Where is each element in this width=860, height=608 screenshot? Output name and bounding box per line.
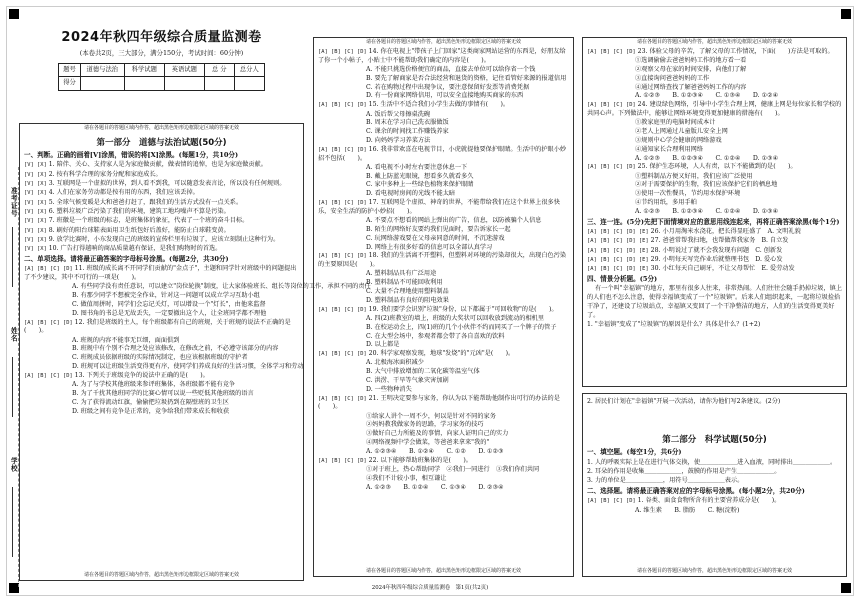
registration-mark-top-left xyxy=(9,9,19,19)
choice-option: ③规则中心学会健康的网络游戏 xyxy=(635,136,722,144)
score-header-cell: 题号 xyxy=(59,63,81,77)
choice-option: C. 在大型会场中，参观者都会带了各自喜欢的饮料 xyxy=(366,332,505,340)
choice-option: C. 若在购物过程中出现争议，要注意保留好发票等消费凭据 xyxy=(366,83,530,91)
score-cell[interactable] xyxy=(234,77,264,91)
ticket-label: 准考证号 xyxy=(9,187,18,218)
choice-option: A. ①②③ B. ①②③④ C. ①②④ D. ①③④ xyxy=(635,207,779,215)
choice-option: ④通知家长合理利用网络 xyxy=(635,145,704,153)
choice-option: C. 为了获得流动红旗，偷偷把垃圾扔到在隔壁班的卫生区 xyxy=(72,398,229,406)
choice-question[interactable]: [A] [B] [C] [D] 14. 你在电视上"带孩子上门回家"这类商家网站运营的东西是，好朋友给了你一个小帖子，小贴士中不能帮助我们确定的内容是( )。 xyxy=(318,48,566,64)
choice-option: A. 班规的内容不能事无巨细，面面俱到 xyxy=(72,336,180,344)
choice-option: ①给家人讲个一周不少，何以是针对不同的家务 xyxy=(366,412,496,420)
frame-note-top: 请在各题目的答题区域内作答，超出黑色矩形边框限定区域的答案无效 xyxy=(365,39,521,45)
analysis-passage: 有一个叫"幸福镇"的地方，那里有很多人往来，非常热闹。人们往往会随手扔掉垃圾，镇上的人们也不怎么注意，使得幸福镇变成了一个"垃圾镇"。后来人们组织起来，一起将垃圾捡拾干净了，还建设了垃圾站点，幸福镇又变回了一个干净整洁的地方，人们的生活变得更美好了。 xyxy=(587,285,843,319)
choice-option: A. 四(2)班教室的墙上，班级的大奖状可以回收放到流动的相机里 xyxy=(366,314,545,322)
choice-option: D. 班规可以让班级生活变得更有序，使同学们养成良好的生活习惯，全体学习和劳动 xyxy=(72,363,304,371)
match-row[interactable]: [A] [B] [C] [D] [E] 26. 小月用淘米水浇花，把长得显旺盛了 A. 文明礼貌 xyxy=(587,228,801,235)
judge-question[interactable]: [V] [X] 8. 刷好的阳台球鞋表面用卫生纸包好后盖好，能防止白球鞋变黄。 xyxy=(24,226,230,234)
choice-option: C. 做值周拼时，同学们会忘记关灯，可以增设一个"灯长"，由他来监督 xyxy=(72,300,266,308)
choice-option: ②老人上网通过儿童版儿安全上网 xyxy=(635,128,728,136)
choice-option: ①选调偷偷去爸爸妈妈工作的地方看一看 xyxy=(635,57,747,65)
judge-question[interactable]: [V] [X] 3. 互联网是一个虚拟的世界，到人看不到我，可以随意发表言论，所以没有任何规则。 xyxy=(24,180,286,188)
judge-question[interactable]: [V] [X] 7. 班徽是一个班级的标志，是班集体的象征，代表了一个班的奋斗目标。 xyxy=(24,217,249,225)
judge-question[interactable]: [V] [X] 9. 放学比赛时，小东发现自己的班级的宣传栏里有垃圾了，应该立刻制止这种行为。 xyxy=(24,235,280,243)
choice-option: A. ①②③④ B. ①②④ C. ①② D. ①②③ xyxy=(366,447,504,455)
registration-mark-top-right xyxy=(841,9,851,19)
choice-option: A. ①②③ B. ①②③④ C. ①③④ D. ①②④ xyxy=(635,92,779,100)
choice-option: A. 饭后帮父母擦桌洗碗 xyxy=(366,110,431,118)
page-footer: 2024年秋四年级综合质量监测卷 第1页(共2页) xyxy=(371,585,489,592)
choice-option: A. 维生素 B. 脂肪 C. 糖(淀粉) xyxy=(635,506,740,514)
choice-question[interactable]: [A] [B] [C] [D] 11. 班级的成长离不开同学们贡献的"金点子"，主题和同学针对班级中的问题提出了不少建议，其中不可行的一项是( )。 xyxy=(24,265,297,282)
school-line xyxy=(12,487,13,557)
choice-option: D. 网络上有很多好看的信息可以全部认真学习 xyxy=(366,243,493,251)
fill-question[interactable]: 3. 力的单位是＿＿＿＿＿＿，用符号＿＿＿＿＿＿表示。 xyxy=(587,477,744,485)
choice-question[interactable]: [A] [B] [C] [D] 1. 谷类、面食食物所含有的主要营养成分是( )。 xyxy=(587,497,781,505)
choice-option: ②观察父母在家的时间安排，向他们了解 xyxy=(635,66,747,74)
choice-option: C. 洪涝、干旱等气象灾害加剧 xyxy=(366,376,449,384)
choice-option: D. 班级之间有竞争是正常的，竞争给我们带来成长和收获 xyxy=(72,407,230,415)
match-row[interactable]: [A] [B] [C] [D] [E] 27. 爸爸常帮我扫地，也帮做帮我家务 B. 自立发 xyxy=(587,237,789,245)
choice-option: B. 要先了解商家是否合法经营和退货的资格，记住看管好来源的报道信用 xyxy=(366,74,567,82)
frame-note-top: 请在各题目的答题区域内作答，超出黑色矩形边框限定区域的答案无效 xyxy=(636,39,792,45)
part1-title: 第一部分 道德与法治试题(50分) xyxy=(96,138,227,148)
choice-question[interactable]: [A] [B] [C] [D] 16. 我非常欢喜在电视节目，小虎就提他要保护眼睛。生活中的护眼小妙招不包括( )。 xyxy=(318,145,567,162)
answer-frame-right-bottom xyxy=(582,393,847,577)
choice-option: D. 图书角的书总是无故丢失，一定要撤出这个人，让全班同学都不理他 xyxy=(72,309,267,317)
score-header-cell: 英语试题 xyxy=(164,63,204,77)
choice-option: B. 大气中排放增加的二氧化碳等温室气体 xyxy=(366,368,480,376)
choice-option: B. 有那少同学不想被完全作业，针对这一问题可以成立学习互助小组 xyxy=(72,292,260,300)
match-row[interactable]: [A] [B] [C] [D] [E] 30. 小红每天自己刷牙，不让父母帮忙 E. 爱劳动发 xyxy=(587,265,795,273)
choice-option: ②对于需要保护的生物，我们应该保护它们的栖息地 xyxy=(635,181,778,189)
choice-option: A. 塑料制品具有广泛用途 xyxy=(366,270,437,278)
frame-note-top: 请在各题目的答题区域内作答，超出黑色矩形边框限定区域的答案无效 xyxy=(83,125,239,131)
score-table xyxy=(58,63,265,92)
exam-sheet xyxy=(6,6,854,596)
fill-question[interactable]: 1. 人的呼吸实际上是在进行气体交换，使＿＿＿＿＿＿进入血液，同时排出＿＿＿＿＿＿。 xyxy=(587,458,837,466)
choice-question[interactable]: [A] [B] [C] [D] 13. 下列关于班级竞争的说法中正确的是( )。 xyxy=(24,371,209,379)
score-cell[interactable] xyxy=(164,77,204,91)
name-line xyxy=(12,357,13,417)
judge-question[interactable]: [V] [X] 5. 全球气候变暖是大和爸爸打赶了，跟我们的生活方式没有一点关系。 xyxy=(24,198,243,206)
score-cell[interactable] xyxy=(80,77,124,91)
analysis-question-1: 1. "幸福镇"变成了"垃圾镇"的原因是什么？具体是什么？(1+2) xyxy=(587,320,761,328)
school-label: 学校 xyxy=(9,457,18,473)
choice-question[interactable]: [A] [B] [C] [D] 23. 体验父母的辛苦，了解父母的工作情况，下面( )方法是可取的。 xyxy=(587,48,834,55)
page-title: 2024年秋四年级综合质量监测卷 xyxy=(61,30,262,45)
choice-option: ①对于班上，热心帮助同学 ②我们一同进行 ③我们你们共同 xyxy=(366,465,540,473)
column-2 xyxy=(313,37,574,581)
answer-frame-middle xyxy=(313,37,574,577)
choice-option: ③直接询问爸爸妈妈的工作 xyxy=(635,74,710,82)
answer-space[interactable] xyxy=(587,407,842,431)
fill-question[interactable]: 2. 耳朵的作用是收集＿＿＿＿＿＿，鼓膜的作用是产生＿＿＿＿＿＿。 xyxy=(587,468,781,476)
choice-option: C. 玩网络游戏要在父母亲同意的时间，不沉迷游戏 xyxy=(366,234,505,242)
choice-option: ②妈妈教我做家务的思路，学习家务的技巧 xyxy=(366,421,484,429)
choice-section-title: 二、单项选择。请将最正确答案的字母标号涂黑。(每题2分，共30分) xyxy=(24,254,229,263)
choice2-section-title: 二、选择题。请将最正确答案对应的字母标号涂黑。(每小题2分，共20分) xyxy=(587,487,805,496)
choice-option: A. 看电视不小时左右要注意休息一下 xyxy=(366,163,468,171)
choice-option: D. 看电视时房间的光线不能太暗 xyxy=(366,190,456,198)
choice-option: A. 北极海冰面积减少 xyxy=(366,359,424,367)
choice-option: A. ①②③ B. ①②④ C. ①③④ D. ②③④ xyxy=(366,483,504,491)
choice-option: B. 为了千扰其他班同学的比赛心情可以说一些贬低其他班级的语言 xyxy=(72,389,254,397)
choice-question[interactable]: [A] [B] [C] [D] 24. 建设绿色网络，引导中小学生合理上网，健康上网是每位家长和学校的共同心声。下列做法中，能够让网络环境变得更加健康的措施有( )。 xyxy=(587,101,842,118)
column-1 xyxy=(19,25,371,581)
choice-question[interactable]: [A] [B] [C] [D] 20. 科学家观察发现，地球"发烧"的"元凶"是( )。 xyxy=(318,350,515,358)
match-row[interactable]: [A] [B] [C] [D] [E] 28. 小明说过了就不会我发现有问题 C. 创新发 xyxy=(587,246,783,254)
choice-option: C. 课余的时间找工作赚钱养家 xyxy=(366,128,449,136)
judge-question[interactable]: [V] [X] 1. 陪伴、关心、支持家人是为家庭做贡献，做表情的追悼，也是为家庭做贡献。 xyxy=(24,161,267,169)
choice-question[interactable]: [A] [B] [C] [D] 15. 生活中不适合我们小学生去做的事情有( )。 xyxy=(318,101,510,109)
choice-option: ④通过网络查找了解爸爸妈妈工作的内容 xyxy=(635,83,747,91)
choice-question[interactable]: [A] [B] [C] [D] 21. 王明决定要参与家务，你认为以下能帮助他制作出可行的办法的是( )。 xyxy=(318,394,560,411)
choice-option: ①塑料制品方便又好用，我们应该广泛使用 xyxy=(635,172,753,180)
choice-option: B. 陌生的网络好友要约我们见面时，要告诉家长一起 xyxy=(366,225,511,233)
match-row[interactable]: [A] [B] [C] [D] [E] 29. 小明每天写完作业后就整理书包 D. 爱心发 xyxy=(587,255,783,263)
choice-option: B. 塑料制品不可能回收利用 xyxy=(366,279,443,287)
match-section-title: 三、连一连。(5分)先把下面情境对应的意思用线连起来，再将正确答案涂黑(每个1分) xyxy=(587,217,840,226)
choice-option: B. 周末在学习自己洗衣服做饭 xyxy=(366,119,449,127)
choice-option: ④网络视频中学会做菜，等爸爸来拿来"我的" xyxy=(366,439,490,447)
judge-section-title: 一、判断。正确的画着[Ⅴ]涂黑，错误的将[Ⅹ]涂黑。(每题1分，共10分) xyxy=(24,151,239,160)
part2-title: 第二部分 科学试题(50分) xyxy=(662,435,767,446)
name-label: 姓名 xyxy=(9,327,18,343)
answer-frame-right-top xyxy=(582,37,847,387)
choice-question[interactable]: [A] [B] [C] [D] 17. 互联网是个虚拟、神奇的世界，不能带给我们在这个世界上很多快乐，安全生活的防护小妙招( )。 xyxy=(318,199,560,215)
choice-option: D. 塑料制品有良好的阻电效果 xyxy=(366,296,449,304)
choice-question[interactable]: [A] [B] [C] [D] 18. 我们的生活离不开塑料，但塑料对环境的污染却很大，出现白色污染的主要原因是( )。 xyxy=(318,252,567,269)
score-header-cell: 总 分 xyxy=(204,63,234,77)
score-cell[interactable] xyxy=(124,77,164,91)
choice-option: A. 不能只挑选价格便宜的商品，直接去单位可以给你省一个钱 xyxy=(366,66,536,74)
score-header-cell: 科学试题 xyxy=(124,63,164,77)
choice-option: A. 不要点不想看的网站上弹出的广告，信息，以防被骗个人信息 xyxy=(366,217,542,225)
choice-option: ①教家庭里的电脑时间成本计 xyxy=(635,119,716,127)
choice-option: A. ①②③ B. ①②③④ C. ①②④ D. ①③④ xyxy=(635,154,779,162)
frame-note-bottom: 请在各题目的答题区域内作答，超出黑色矩形边框限定区域的答案无效 xyxy=(365,567,521,574)
choice-option: ④我们不计较小事，相互谦让 xyxy=(366,474,447,482)
score-header-cell: 道德与法治 xyxy=(80,63,124,77)
choice-option: ④节约用纸，多用手帕 xyxy=(635,199,697,207)
judge-question[interactable]: [V] [X] 4. 人们在家务劳动都是按有用的东西，我们应该丢掉。 xyxy=(24,189,199,197)
choice-option: B. 戴上防蓝光眼镜，想看多久就看多久 xyxy=(366,172,474,180)
choice-option: A. 有些同学没有责任意识，可以建立"岗位轮换"制度，让大家体验班长、组长等岗位的工作，承担不同的责任 xyxy=(72,283,371,291)
ticket-line xyxy=(12,227,13,287)
choice-option: B. 班规中有个别不合理之处应该修改，在修改之前，不必遵守该部分的内容 xyxy=(72,345,279,353)
judge-question[interactable]: [V] [X] 10. 广告打得越响的商品质量越有保证，是我们购物时的首选。 xyxy=(24,245,222,253)
analysis-section-title: 四、情景分析题。(5分) xyxy=(587,274,658,283)
score-header-cell: 总分人 xyxy=(234,63,264,77)
score-cell[interactable] xyxy=(204,77,234,91)
choice-question[interactable]: [A] [B] [C] [D] 19. 我们要学会识别"垃圾"身份，以下都属于"可回收物"的是( )。 xyxy=(318,305,558,313)
column-3 xyxy=(582,37,847,581)
choice-option: ③做好自己力所能及的事情，向家人证明自己的实力 xyxy=(366,430,509,438)
answer-frame-left xyxy=(19,123,371,581)
choice-question[interactable]: [A] [B] [C] [D] 25. 保护生态环境，人人有责，以下不能做到的是( )。 xyxy=(587,163,797,171)
judge-question[interactable]: [V] [X] 6. 塑料垃圾广泛污染了我们的环境，建筑工地均噪声不算是污染。 xyxy=(24,207,230,215)
choice-option: ③使用一次性餐具，节约用水保护环境 xyxy=(635,190,741,198)
analysis-question-2: 2. 居民们计划在"幸福镇"开展一次活动，请你为他们写2条建议。(2分) xyxy=(587,398,781,405)
choice-option: B. 在校运动会上，四(1)班的几个小伙伴不约而同买了一个牌子的管子 xyxy=(366,323,557,331)
choice-option: A. 为了与学校其他班级来参评班集体，各班级都不能有竞争 xyxy=(72,381,236,389)
judge-question[interactable]: [V] [X] 2. 按有科学合理的家务分配和家庭成长。 xyxy=(24,170,162,178)
choice-option: D. 一些物种消失 xyxy=(366,385,412,393)
fill-section-title: 一、填空题。(每空1分，共6分) xyxy=(587,448,682,457)
choice-question[interactable]: [A] [B] [C] [D] 12. 我们是班级的主人，每个班级都有自己的班规，关于班规的说法不正确的是( )。 xyxy=(24,318,291,335)
choice-option: C. 班规成员依据班级的实际情况制定，也应该根据班级的守护者 xyxy=(72,354,248,362)
choice-option: D. 有一份商家网络信用，可以安全直接地购买商家的东西 xyxy=(366,92,524,100)
choice-question[interactable]: [A] [B] [C] [D] 22. 以下能够帮助班集体的是( )。 xyxy=(318,456,472,464)
choice-option: D. 以上都是 xyxy=(366,341,400,349)
frame-note-bottom: 请在各题目的答题区域内作答，超出黑色矩形边框限定区域的答案无效 xyxy=(83,571,239,578)
choice-option: C. 家中多种上一些绿色植物来保护眼睛 xyxy=(366,181,474,189)
choice-option: C. 大量不合理地使用塑料制品 xyxy=(366,288,449,296)
frame-note-bottom: 请在各题目的答题区域内作答，超出黑色矩形边框限定区域的答案无效 xyxy=(636,567,792,574)
choice-option: D. 向妈妈学习养菜方法 xyxy=(366,136,431,144)
page-subtitle: (本卷共2页，三大部分，满分150分，考试时间：60分钟) xyxy=(79,49,244,58)
score-row-label: 得分 xyxy=(59,77,81,91)
